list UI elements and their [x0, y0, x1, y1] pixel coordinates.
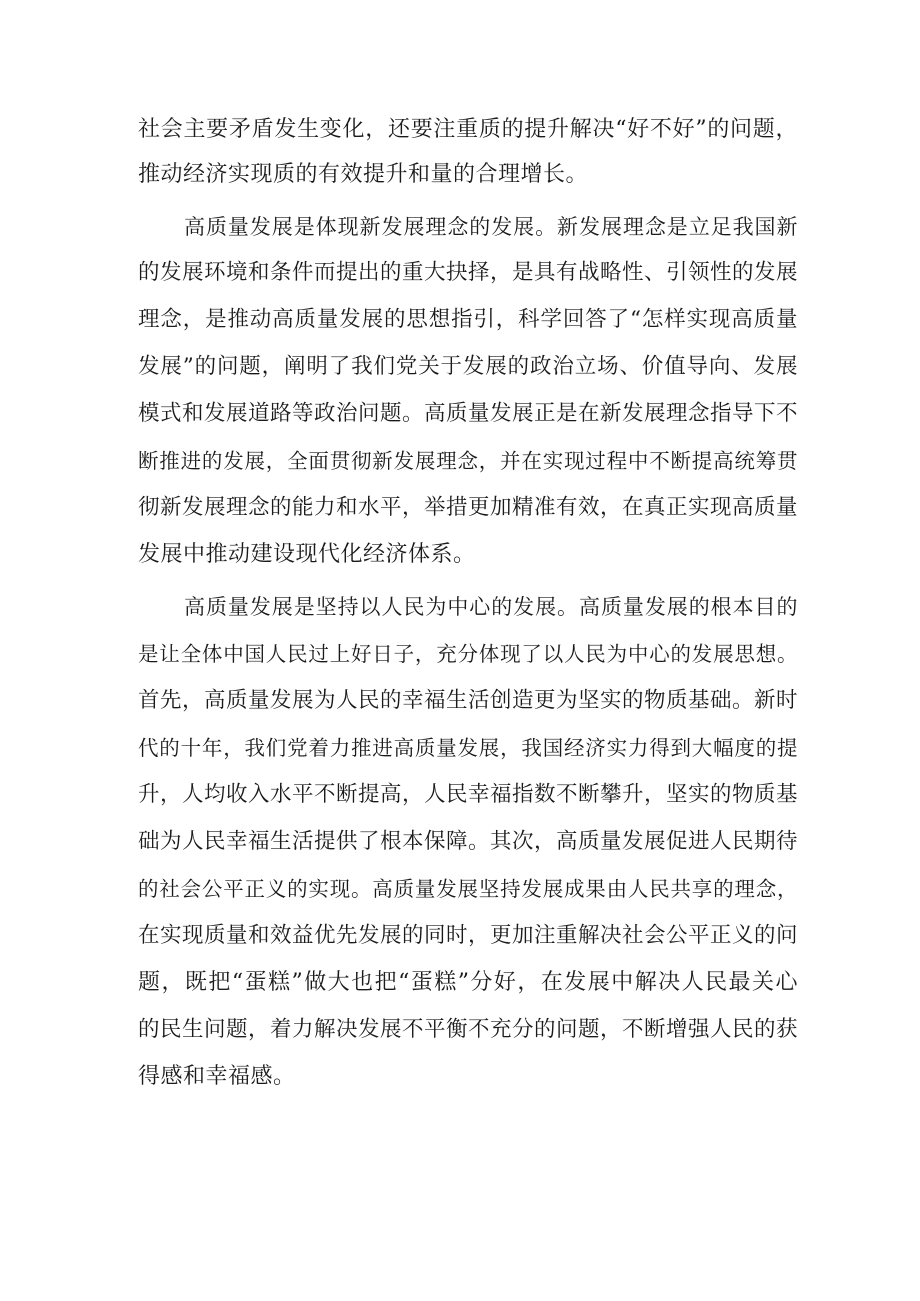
paragraph-3-line-6: 础为人民幸福生活提供了根本保障。其次，高质量发展促进人民期待 — [138, 829, 799, 854]
paragraph-2-line-1: 高质量发展是体现新发展理念的发展。新发展理念是立足我国新 — [184, 215, 798, 239]
paragraph-3-line-4: 代的十年，我们党着力推进高质量发展，我国经济实力得到大幅度的提 — [138, 736, 798, 760]
paragraph-3-line-10: 的民生问题，着力解决发展不平衡不充分的问题，不断增强人民的获 — [138, 1017, 799, 1042]
paragraph-2-line-6: 断推进的发展，全面贯彻新发展理念，并在实现过程中不断提高统筹贯 — [138, 449, 798, 473]
paragraph-2-line-2: 的发展环境和条件而提出的重大抉择，是具有战略性、引领性的发展 — [138, 260, 799, 285]
paragraph-2-line-5: 模式和发展道路等政治问题。高质量发展正是在新发展理念指导下不 — [138, 401, 799, 426]
paragraph-3-line-5: 升，人均收入水平不断提高，人民幸福指数不断攀升，坚实的物质基 — [138, 782, 799, 807]
paragraph-3-line-9: 题，既把“蛋糕”做大也把“蛋糕”分好，在发展中解决人民最关心 — [138, 970, 798, 995]
paragraph-3-line-3: 首先，高质量发展为人民的幸福生活创造更为坚实的物质基础。新时 — [138, 688, 799, 713]
paragraph-3-line-8: 在实现质量和效益优先发展的同时，更加注重解决社会公平正义的问 — [138, 923, 799, 948]
paragraph-3-line-11: 得感和幸福感。 — [138, 1064, 296, 1089]
paragraph-2-line-4: 发展”的问题，阐明了我们党关于发展的政治立场、价值导向、发展 — [138, 354, 798, 379]
paragraph-2-line-3: 理念，是推动高质量发展的思想指引，科学回答了“怎样实现高质量 — [138, 307, 798, 332]
paragraph-1-line-2: 推动经济实现质的有效提升和量的合理增长。 — [138, 162, 589, 187]
paragraph-3-line-7: 的社会公平正义的实现。高质量发展坚持发展成果由人民共享的理念， — [138, 877, 798, 901]
paragraph-1-line-1: 社会主要矛盾发生变化，还要注重质的提升解决“好不好”的问题， — [138, 117, 798, 142]
paragraph-3-line-2: 是让全体中国人民过上好日子，充分体现了以人民为中心的发展思想。 — [138, 642, 798, 666]
paragraph-3-line-1: 高质量发展是坚持以人民为中心的发展。高质量发展的根本目的 — [184, 595, 798, 619]
paragraph-2-line-7: 彻新发展理念的能力和水平，举措更加精准有效，在真正实现高质量 — [138, 495, 799, 520]
paragraph-2-line-8: 发展中推动建设现代化经济体系。 — [138, 542, 476, 567]
